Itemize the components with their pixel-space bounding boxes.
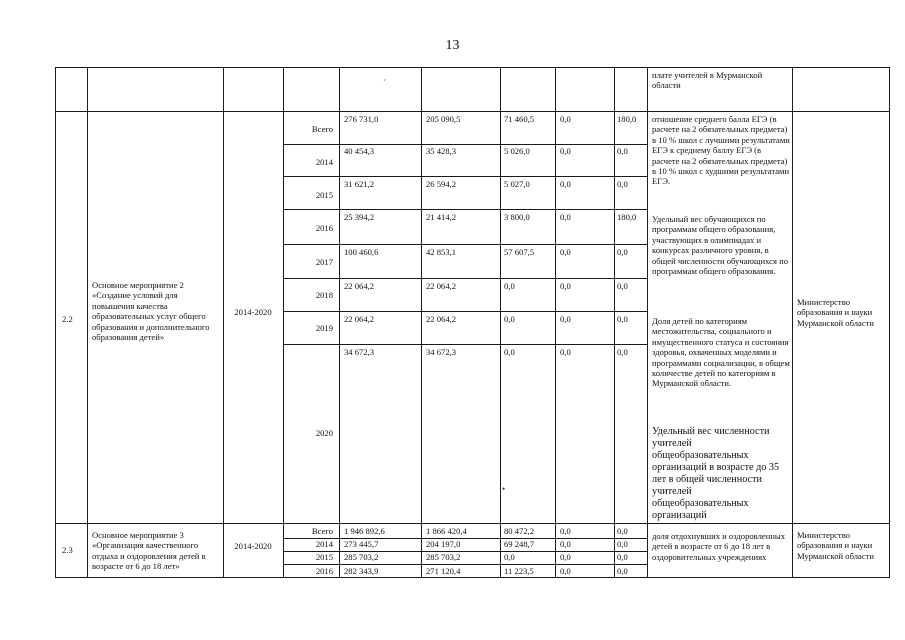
value-other: 0,0	[617, 179, 628, 189]
year-label: Всего	[311, 124, 333, 134]
measure-name: Основное мероприятие 2 «Создание условий для повышения качества образовательных услуг общего образования и дополнительного образования детей»	[92, 280, 210, 343]
period: 2014-2020	[234, 541, 272, 551]
value-total: 40 454,3	[344, 146, 375, 156]
value-regional: 22 064,2	[426, 314, 457, 324]
value-other: 0,0	[617, 347, 628, 357]
col-border	[421, 67, 422, 578]
value-local: 0,0	[560, 212, 571, 222]
col-border	[555, 67, 556, 578]
value-regional: 26 594,2	[426, 179, 457, 189]
value-local: 0,0	[560, 281, 571, 291]
indicator-text: доля отдохнувших и оздоровленных детей в возрасте от 6 до 18 лет в оздоровительных учреждениях	[652, 531, 786, 562]
value-total: 22 064,2	[344, 314, 375, 324]
value-other: 0,0	[617, 552, 628, 562]
value-other: 0,0	[617, 247, 628, 257]
value-other: 180,0	[617, 212, 637, 222]
year-label: 2019	[315, 323, 333, 333]
value-federal: 5 026,0	[504, 146, 530, 156]
value-total: 285 703,2	[344, 552, 379, 562]
year-row-divider	[283, 344, 648, 345]
value-other: 0,0	[617, 281, 628, 291]
year-label: Всего	[311, 526, 333, 536]
value-regional: 271 120,4	[426, 566, 461, 576]
value-regional: 204 197,0	[426, 539, 461, 549]
value-regional: 35 428,3	[426, 146, 457, 156]
value-regional: 285 703,2	[426, 552, 461, 562]
value-other: 0,0	[617, 526, 628, 536]
value-regional: 1 866 420,4	[426, 526, 467, 536]
value-federal: 69 248,7	[504, 539, 535, 549]
scan-mark: •	[502, 484, 506, 494]
executor: Министерство образования и науки Мурманской области	[797, 530, 875, 561]
year-label: 2017	[315, 257, 333, 267]
year-row-divider	[283, 209, 648, 210]
value-federal: 11 223,5	[504, 566, 534, 576]
col-border	[889, 67, 890, 578]
value-local: 0,0	[560, 314, 571, 324]
col-border	[223, 67, 224, 578]
year-label: 2014	[315, 157, 333, 167]
col-border	[614, 67, 615, 578]
value-local: 0,0	[560, 539, 571, 549]
value-total: 1 946 892,6	[344, 526, 385, 536]
table-top-border	[55, 67, 890, 68]
value-regional: 42 853,1	[426, 247, 457, 257]
value-local: 0,0	[560, 179, 571, 189]
value-total: 31 621,2	[344, 179, 375, 189]
value-local: 0,0	[560, 247, 571, 257]
year-label: 2018	[315, 290, 333, 300]
year-row-divider	[283, 244, 648, 245]
indicator-continuation: плате учителей в Мурманской области	[652, 70, 763, 91]
indicator-text: Удельный вес обучающихся по программам общего образования, участвующих в олимпиадах и конкурсах различного уровня, в общей численности обучающихся по программам общего образования.	[652, 214, 788, 277]
value-total: 273 445,7	[344, 539, 379, 549]
value-federal: 5 027,0	[504, 179, 530, 189]
scan-mark: ˊ	[383, 78, 386, 88]
col-border	[55, 67, 56, 578]
value-total: 276 731,0	[344, 114, 379, 124]
year-label: 2015	[315, 190, 333, 200]
value-other: 0,0	[617, 146, 628, 156]
row-number: 2.3	[62, 545, 73, 555]
value-total: 34 672,3	[344, 347, 375, 357]
col-border	[87, 67, 88, 578]
indicator-text: Удельный вес численности учителей общеобразовательных организаций в возрасте до 35 лет в общей численности учителей общеобразовательных организаций	[652, 426, 780, 521]
year-row-divider	[283, 144, 648, 145]
col-border	[647, 67, 648, 578]
year-label: 2020	[315, 428, 333, 438]
year-row-divider	[283, 551, 648, 552]
year-row-divider	[283, 278, 648, 279]
value-local: 0,0	[560, 146, 571, 156]
indicator-text: Доля детей по категориям местожительства, социального и имущественного статуса и состояния здоровья, охваченных моделями и программами социализации, в общем количестве детей по категориям в Мурманской области.	[652, 316, 790, 389]
value-regional: 34 672,3	[426, 347, 457, 357]
row-divider	[55, 111, 890, 112]
executor: Министерство образования и науки Мурманской области	[797, 297, 875, 328]
value-total: 25 394,2	[344, 212, 375, 222]
period: 2014-2020	[234, 307, 272, 317]
row-divider	[55, 523, 890, 524]
year-row-divider	[283, 564, 648, 565]
year-row-divider	[283, 538, 648, 539]
year-label: 2016	[315, 223, 333, 233]
value-local: 0,0	[560, 114, 571, 124]
year-label: 2015	[315, 552, 333, 562]
year-label: 2014	[315, 539, 333, 549]
value-federal: 0,0	[504, 552, 515, 562]
value-other: 0,0	[617, 539, 628, 549]
value-federal: 80 472,2	[504, 526, 535, 536]
col-border	[339, 67, 340, 578]
table-bottom-border	[55, 577, 890, 578]
value-federal: 3 800,0	[504, 212, 530, 222]
col-border	[792, 67, 793, 578]
value-local: 0,0	[560, 566, 571, 576]
value-local: 0,0	[560, 526, 571, 536]
page-number: 13	[445, 38, 460, 53]
year-row-divider	[283, 176, 648, 177]
value-local: 0,0	[560, 552, 571, 562]
col-border	[500, 67, 501, 578]
value-federal: 0,0	[504, 314, 515, 324]
year-row-divider	[283, 311, 648, 312]
value-total: 282 343,9	[344, 566, 379, 576]
value-total: 100 460,6	[344, 247, 379, 257]
value-regional: 205 090,5	[426, 114, 461, 124]
measure-name: Основное мероприятие 3 «Организация качественного отдыха и оздоровления детей в возрасте от 6 до 18 лет»	[92, 530, 206, 572]
value-total: 22 064,2	[344, 281, 375, 291]
value-regional: 22 064,2	[426, 281, 457, 291]
indicator-text: отношение среднего балла ЕГЭ (в расчете на 2 обязательных предмета) в 10 % школ с лучшими результатами ЕГЭ к среднему баллу ЕГЭ (в расчете на 2 обязательных предмета) в 10 % школ с худшими результатами ЕГЭ.	[652, 114, 790, 187]
value-federal: 57 607,5	[504, 247, 535, 257]
year-label: 2016	[315, 566, 333, 576]
value-federal: 71 460,5	[504, 114, 535, 124]
row-number: 2.2	[62, 314, 73, 324]
value-other: 180,0	[617, 114, 637, 124]
value-other: 0,0	[617, 566, 628, 576]
value-other: 0,0	[617, 314, 628, 324]
value-federal: 0,0	[504, 281, 515, 291]
value-regional: 21 414,2	[426, 212, 457, 222]
value-federal: 0,0	[504, 347, 515, 357]
value-local: 0,0	[560, 347, 571, 357]
